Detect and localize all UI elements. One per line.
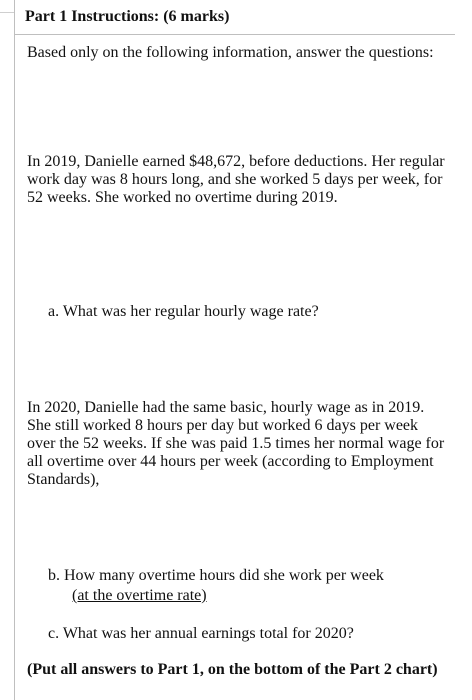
question-c: c. What was her annual earnings total for 2020?	[48, 625, 354, 642]
title-row	[15, 0, 455, 35]
question-b-overtime-rate: (at the overtime rate)	[72, 587, 207, 604]
paragraph-2020: In 2020, Danielle had the same basic, hourly wage as in 2019. She still worked 8 hours per day but worked 6 days per week over the 52 weeks. If she was paid 1.5 times her normal wage for all overtime over 44 hours per week (according to Employment Standards),	[27, 399, 445, 488]
intro-text: Based only on the following information, answer the questions:	[27, 44, 434, 61]
table-corner	[0, 0, 15, 13]
footer-note: (Put all answers to Part 1, on the bottom of the Part 2 chart)	[27, 661, 438, 678]
question-b: b. How many overtime hours did she work per week	[48, 567, 384, 584]
question-a: a. What was her regular hourly wage rate?	[48, 303, 319, 320]
paragraph-2019: In 2019, Danielle earned $48,672, before deductions. Her regular work day was 8 hours long, and she worked 5 days per week, for 52 weeks. She worked no overtime during 2019.	[27, 153, 445, 206]
page-title: Part 1 Instructions: (6 marks)	[25, 8, 230, 25]
